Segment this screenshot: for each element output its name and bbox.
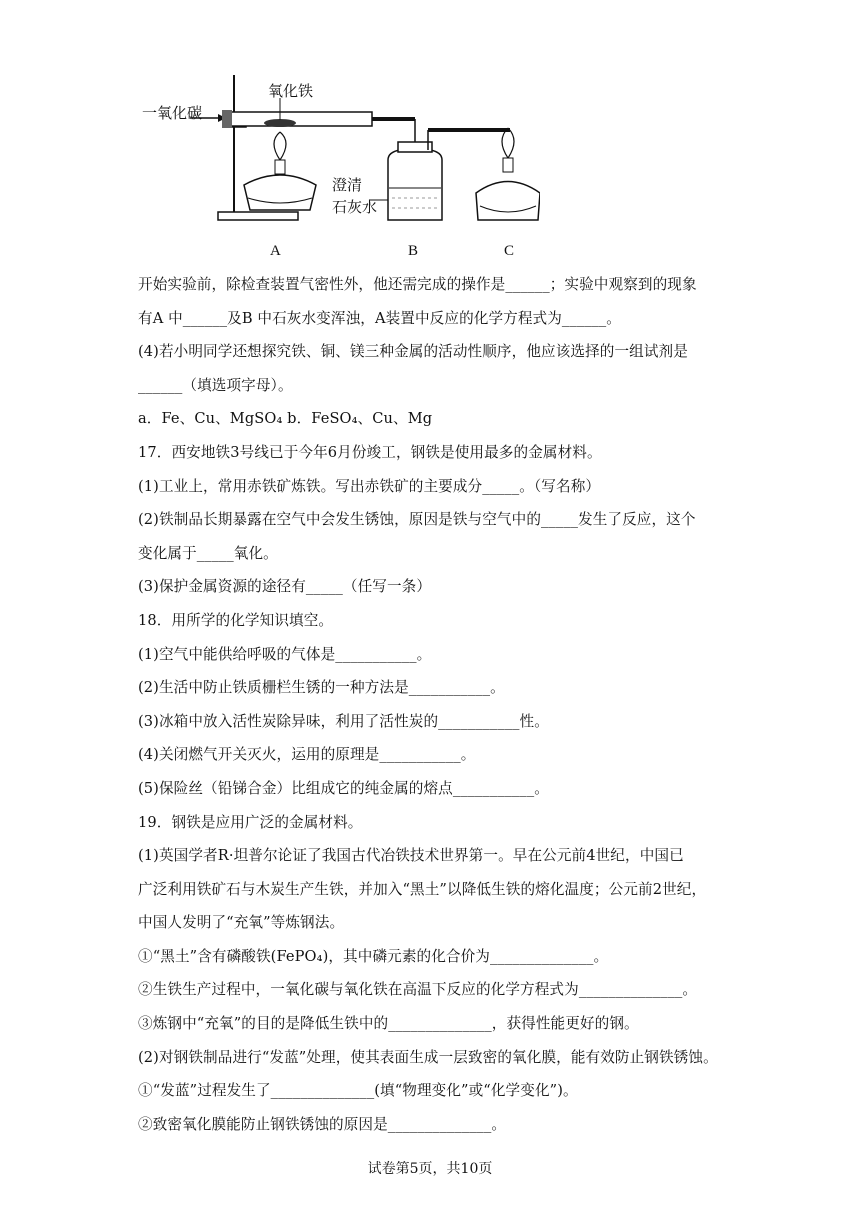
text-line: (2)生活中防止铁质栅栏生锈的一种方法是___________。 — [138, 679, 505, 697]
flame-a — [274, 132, 286, 160]
text-line: ①“发蓝”过程发生了______________(填“物理变化”或“化学变化”)。 — [138, 1082, 578, 1100]
text-line: (4)若小明同学还想探究铁、铜、镁三种金属的活动性顺序，他应该选择的一组试剂是 — [138, 343, 688, 361]
alcohol-lamp-c — [476, 182, 540, 221]
text-line: (3)保护金属资源的途径有_____（任写一条） — [138, 578, 432, 596]
text-line: 18．用所学的化学知识填空。 — [138, 611, 334, 629]
label-limewater-1: 澄清 — [332, 176, 363, 194]
text-line: a．Fe、Cu、MgSO₄ b．FeSO₄、Cu、Mg — [138, 410, 433, 428]
text-line: 19．钢铁是应用广泛的金属材料。 — [138, 813, 363, 831]
text-line: (1)工业上，常用赤铁矿炼铁。写出赤铁矿的主要成分_____。（写名称） — [138, 477, 601, 495]
text-line: ②生铁生产过程中，一氧化碳与氧化铁在高温下反应的化学方程式为______________。 — [138, 981, 698, 999]
glass-tube — [226, 112, 372, 126]
text-line: ______（填选项字母）。 — [138, 376, 293, 394]
text-line: ①“黑土”含有磷酸铁(FePO₄)，其中磷元素的化合价为______________。 — [138, 947, 609, 965]
text-line: (3)冰箱中放入活性炭除异味，利用了活性炭的___________性。 — [138, 712, 549, 730]
text-line: 广泛利用铁矿石与木炭生产生铁，并加入“黑土”以降低生铁的熔化温度；公元前2世纪， — [138, 880, 707, 898]
text-line: (5)保险丝（铅锑合金）比组成它的纯金属的熔点___________。 — [138, 779, 549, 797]
text-line: (2)铁制品长期暴露在空气中会发生锈蚀，原因是铁与空气中的_____发生了反应，这个 — [138, 511, 696, 529]
page-footer: 试卷第5页，共10页 — [367, 1161, 493, 1177]
iron-oxide-powder — [264, 119, 296, 127]
text-line: (1)空气中能供给呼吸的气体是___________。 — [138, 645, 432, 663]
flame-c — [502, 128, 514, 158]
text-line: 有A 中______及B 中石灰水变浑浊，A装置中反应的化学方程式为______。 — [138, 309, 621, 327]
label-c: C — [504, 243, 515, 259]
label-fe2o3: 氧化铁 — [268, 82, 314, 100]
label-limewater-2: 石灰水 — [332, 198, 378, 216]
experiment-apparatus-figure — [130, 60, 540, 265]
text-line: 变化属于_____氧化。 — [138, 544, 278, 562]
text-line: ②致密氧化膜能防止钢铁锈蚀的原因是______________。 — [138, 1115, 507, 1133]
label-a: A — [270, 243, 281, 259]
text-line: 17．西安地铁3号线已于今年6月份竣工，钢铁是使用最多的金属材料。 — [138, 443, 602, 461]
question-text-body — [138, 268, 728, 1141]
label-b: B — [408, 243, 419, 259]
text-line: (4)关闭燃气开关灭火，运用的原理是___________。 — [138, 746, 476, 764]
stopper — [222, 110, 232, 128]
bottle-b — [388, 150, 442, 220]
text-line: 中国人发明了“充氧”等炼钢法。 — [138, 914, 345, 932]
label-co: 一氧化碳 — [142, 104, 203, 122]
text-line: (2)对钢铁制品进行“发蓝”处理，使其表面生成一层致密的氧化膜，能有效防止钢铁锈蚀。 — [138, 1048, 718, 1066]
text-line: (1)英国学者R·坦普尔论证了我国古代冶铁技术世界第一。早在公元前4世纪，中国已 — [138, 847, 684, 865]
text-line: ③炼钢中“充氧”的目的是降低生铁中的______________，获得性能更好的钢。 — [138, 1015, 639, 1033]
alcohol-lamp-a — [244, 175, 316, 210]
text-line: 开始实验前，除检查装置气密性外，他还需完成的操作是______；实验中观察到的现象 — [138, 276, 697, 293]
stand-base — [218, 212, 298, 220]
